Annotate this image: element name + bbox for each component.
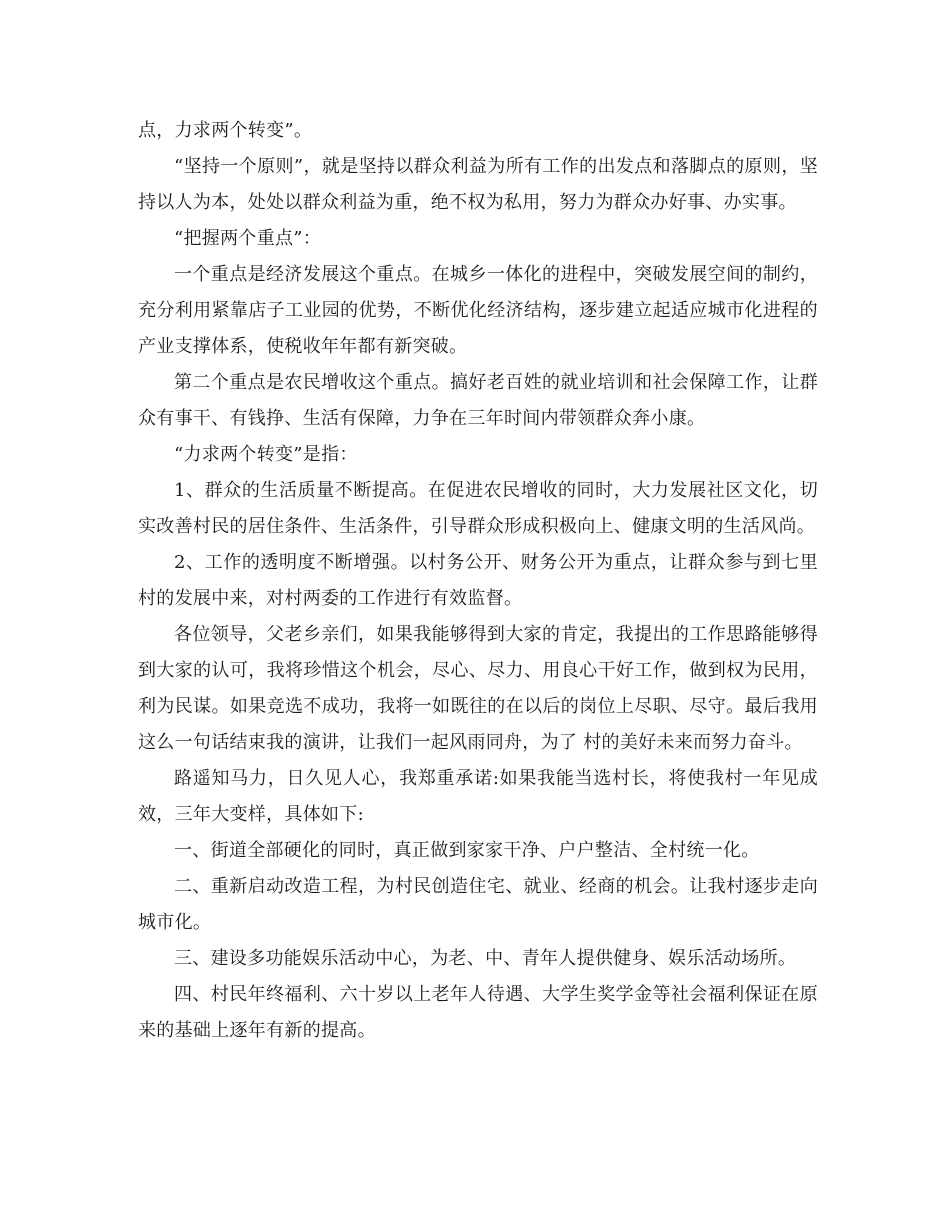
paragraph-3: “把握两个重点”： xyxy=(174,228,322,249)
paragraph-12: 二、重新启动改造工程，为村民创造住宅、就业、经商的机会。让我村逐步走向城市化。 xyxy=(138,876,818,933)
paragraph-11: 一、街道全部硬化的同时，真正做到家家干净、户户整洁、全村统一化。 xyxy=(174,840,760,861)
paragraph-1: 点，力求两个转变”。 xyxy=(138,120,313,141)
paragraph-8: 2、工作的透明度不断增强。以村务公开、财务公开为重点，让群众参与到七里村的发展中来，对村两委的工作进行有效监督。 xyxy=(138,552,818,609)
document-body xyxy=(138,113,818,1049)
paragraph-10: 路遥知马力，日久见人心，我郑重承诺:如果我能当选村长，将使我村一年见成效，三年大变样，具体如下: xyxy=(138,768,818,825)
paragraph-13: 三、建设多功能娱乐活动中心，为老、中、青年人提供健身、娱乐活动场所。 xyxy=(174,948,797,969)
paragraph-14: 四、村民年终福利、六十岁以上老年人待遇、大学生奖学金等社会福利保证在原来的基础上逐年有新的提高。 xyxy=(138,984,818,1041)
paragraph-5: 第二个重点是农民增收这个重点。搞好老百姓的就业培训和社会保障工作，让群众有事干、有钱挣、生活有保障，力争在三年时间内带领群众奔小康。 xyxy=(138,372,818,429)
paragraph-6: “力求两个转变”是指： xyxy=(174,444,358,465)
paragraph-2: “坚持一个原则”，就是坚持以群众利益为所有工作的出发点和落脚点的原则，坚持以人为本，处处以群众利益为重，绝不权为私用，努力为群众办好事、办实事。 xyxy=(138,156,818,213)
paragraph-7: 1、群众的生活质量不断提高。在促进农民增收的同时，大力发展社区文化，切实改善村民的居住条件、生活条件，引导群众形成积极向上、健康文明的生活风尚。 xyxy=(138,480,818,537)
paragraph-4: 一个重点是经济发展这个重点。在城乡一体化的进程中，突破发展空间的制约，充分利用紧靠店子工业园的优势，不断优化经济结构，逐步建立起适应城市化进程的产业支撑体系，使税收年年都有新突破。 xyxy=(138,264,818,357)
paragraph-9: 各位领导，父老乡亲们，如果我能够得到大家的肯定，我提出的工作思路能够得到大家的认可，我将珍惜这个机会，尽心、尽力、用良心干好工作，做到权为民用，利为民谋。如果竞选不成功，我将一如既往的在以后的岗位上尽职、尽守。最后我用这么一句话结束我的演讲，让我们一起风雨同舟，为了 村的美好未来而努力奋斗。 xyxy=(138,624,818,753)
